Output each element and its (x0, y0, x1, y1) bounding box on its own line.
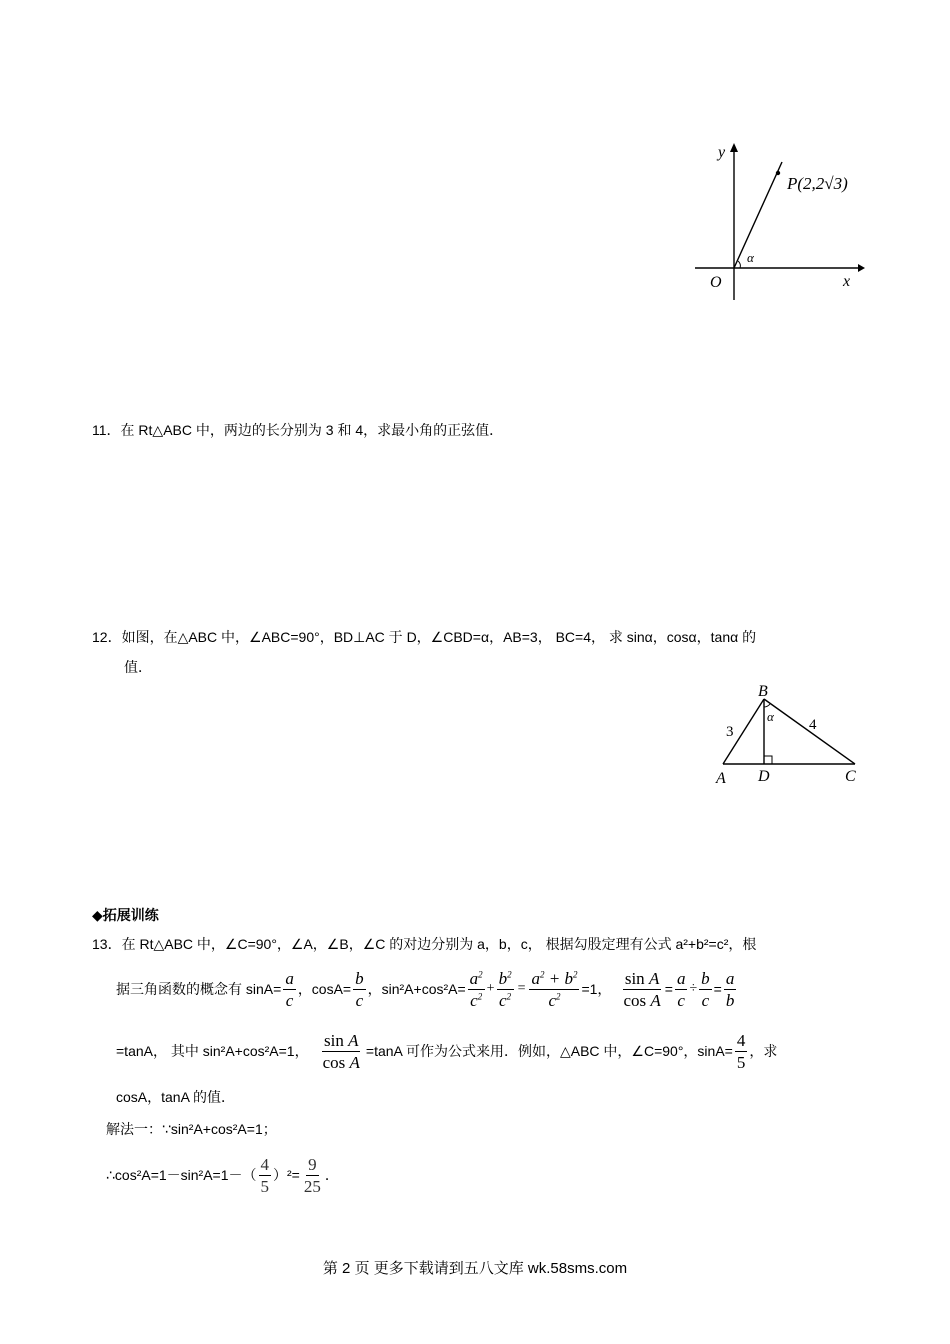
fraction-a2-over-c2: $\frac{a^2}{c^2}$ (469, 968, 483, 1010)
fraction-4-over-5: $\frac{4}{5}$ (260, 1154, 270, 1196)
question-number: 13． (92, 936, 122, 952)
origin-label: O (710, 274, 722, 291)
question-13-line1 (92, 934, 756, 954)
question-13-line3 (116, 1028, 777, 1074)
triangle-figure (705, 682, 870, 787)
text-span: ，sin²A+cos²A= (367, 981, 466, 997)
side-ab-label: 3 (726, 724, 734, 740)
point-p-label: P(2,2√3) (787, 174, 848, 193)
text-span: ，求 (749, 1043, 778, 1059)
question-12 (92, 627, 756, 647)
coordinate-figure (690, 140, 870, 300)
text-span: =1， (581, 981, 612, 997)
vertex-c-label: C (845, 768, 856, 785)
x-axis-label: x (843, 273, 851, 290)
vertex-d-label: D (758, 768, 770, 785)
question-text: 在 Rt△ABC 中，∠C=90°，∠A，∠B，∠C 的对边分别为 a，b，c， 根据勾股定理有公式 a²+b²=c²，根 (121, 936, 757, 952)
fraction-9-over-25: $\frac{9}{25}$ (303, 1154, 321, 1196)
solution-line1: 解法一：∵sin²A+cos²A=1； (106, 1121, 277, 1137)
vertex-b-label: B (758, 683, 768, 700)
side-bc-label: 4 (809, 717, 817, 733)
divide-sign: ÷ (689, 981, 698, 996)
vertex-a-label: A (716, 770, 726, 787)
text-span: =tanA 可作为公式来用．例如，△ABC 中，∠C=90°，sinA= (365, 1043, 733, 1059)
question-text: 在 Rt△ABC 中，两边的长分别为 3 和 4，求最小角的正弦值． (120, 422, 504, 438)
text-span: =tanA， 其中 sin²A+cos²A=1， (116, 1043, 309, 1059)
equals-sign: = (517, 981, 526, 996)
fraction-4-over-5: $\frac{4}{5}$ (736, 1030, 746, 1072)
fraction-b-over-c: $\frac{b}{c}$ (701, 968, 710, 1010)
alpha-label: α (747, 250, 754, 265)
fraction-a-over-c: $\frac{a}{c}$ (676, 968, 686, 1010)
equals-sign: = (713, 981, 722, 997)
plus-sign: + (486, 981, 495, 996)
equals-sign: = (664, 981, 673, 997)
fraction-sin-over-cos: $\frac{\text{sin A}}{\text{cos A}}$ (322, 1030, 360, 1072)
question-text: 如图，在△ABC 中，∠ABC=90°，BD⊥AC 于 D，∠CBD=α，AB=3， BC=4， 求 sinα，cosα，tanα 的 (121, 629, 757, 645)
text-span: 据三角函数的概念有 sinA= (116, 981, 282, 997)
fraction-sum-over-c2: $\frac{a^2 + b^2}{c^2}$ (531, 968, 578, 1010)
solution-line2 (106, 1152, 339, 1198)
fraction-a-over-c: $\frac{a}{c}$ (285, 968, 294, 1010)
fraction-b-over-c: $\frac{b}{c}$ (355, 968, 364, 1010)
y-axis-label: y (718, 144, 726, 161)
alpha-label: α (767, 709, 774, 724)
fraction-b2-over-c2: $\frac{b^2}{c^2}$ (498, 968, 512, 1010)
question-number: 11． (92, 422, 121, 438)
question-11 (92, 420, 503, 440)
question-13-line2 (116, 966, 738, 1012)
question-12-cont: 值． (124, 659, 152, 675)
text-span: ）²= (273, 1167, 300, 1183)
text-span: ． (324, 1167, 339, 1183)
text-span: ，cosA= (297, 981, 352, 997)
text-span: ∴cos²A=1－sin²A=1－（ (106, 1167, 257, 1183)
question-number: 12． (92, 629, 122, 645)
section-title: ◆拓展训练 (92, 907, 159, 923)
fraction-a-over-b: $\frac{a}{b}$ (725, 968, 735, 1010)
question-13-line4: cosA，tanA 的值． (116, 1089, 236, 1105)
page-footer: 第 2 页 更多下载请到五八文库 wk.58sms.com (322, 1260, 628, 1277)
fraction-sin-over-cos: $\frac{\text{sin A}}{\text{cos A}}$ (623, 968, 661, 1010)
